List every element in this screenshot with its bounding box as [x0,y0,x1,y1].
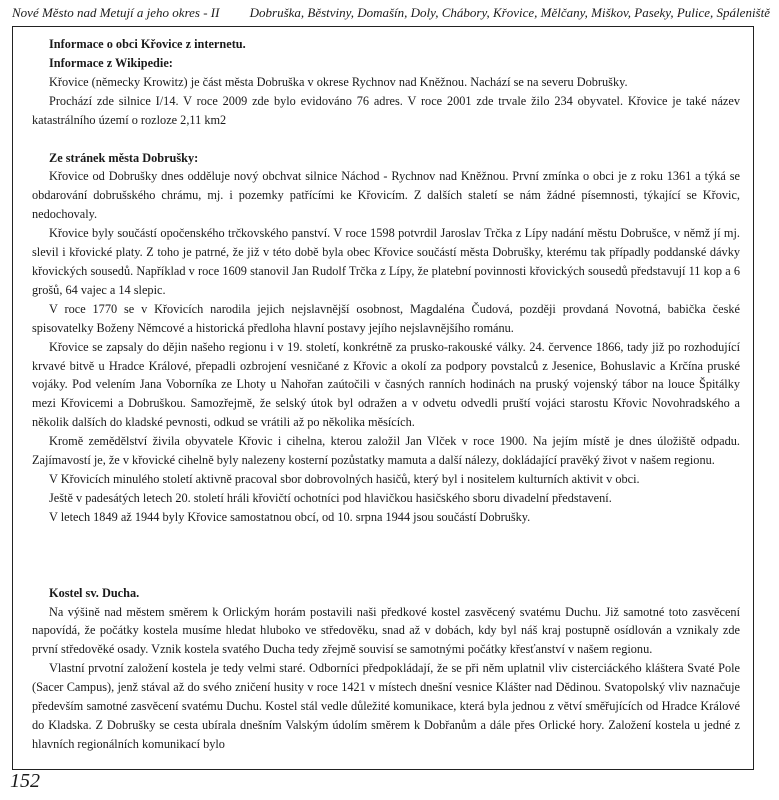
paragraph: Ještě v padesátých letech 20. století hráli křovičtí ochotníci pod hlavičkou hasičského sboru divadelní představení. [49,490,612,505]
spacer [32,527,740,584]
section-heading-internet: Informace o obci Křovice z internetu. [49,37,246,51]
paragraph: Křovice byly součástí opočenského trčkovského panství. V roce 1598 potvrdil Jaroslav Trčka z Lípy nadání městu Dobrušce, v němž jí mj. slevil i křovické platy. Z toho je patrné, že již v této době byla obec Křovice součástí města Dobrušky, kterému tak případly poddanské dávky křovických sousedů. Například v roce 1609 stanovil Jan Rudolf Trčka z Lípy, že platební povinnosti křovických sousedů představují 11 kop a 6 grošů, 64 vajec a 14 slepic. [32,226,740,297]
paragraph: Vlastní prvotní založení kostela je tedy velmi staré. Odborníci předpokládají, že se při něm uplatnil vliv cisterciáckého kláštera Svaté Pole (Sacer Campus), jenž stával až do svého zničení husity v roce 1421 v místech dnešní vesnice Klášter nad Dědinou. Svatopolský vliv naznačuje především samotné zasvěcení svatému Duchu. Kostel stál vedle důležité komunikace, která byla jednou z větví směřujících od Hradce Králové do Kladska. Z Dobrušky se cesta ubírala dnešním Valským údolím směrem k Dobřanům a dále přes Orlické hory. Založení kostela u jedné z hlavních regionálních komunikací bylo [32,661,740,751]
section-heading-wikipedia: Informace z Wikipedie: [49,55,173,70]
paragraph: V letech 1849 až 1944 byly Křovice samostatnou obcí, od 10. srpna 1944 jsou součástí Dobrušky. [49,509,531,524]
paragraph: Křovice se zapsaly do dějin našeho regionu i v 19. století, konkrétně za prusko-rakouské války. 24. července 1866, tady již po rozhodující krvavé bitvě u Hradce Králové, přepadli ozbrojení vesničané z Křovic a okolí za podpory povstalců z Jesenice, Bohuslavic a Krčína pruské vojáky. Pod velením Jana Voborníka ze Lhoty u Nahořan zaútočili v časných ranních hodinách na pruský vojenský tábor na louce Špitálky mezi Křovicemi a Dobruškou. Samozřejmě, že selský útok byl odražen a v odvetu odvedli pruští vojáci starostu Křovic Novohradského a několik dalších do kladské pevnosti, odkud se vrátili až po několika měsících. [32,339,740,430]
page-number: 152 [10,770,40,792]
article-body [32,35,740,754]
running-header-left: Nové Město nad Metují a jeho okres - II [12,5,220,20]
paragraph: V Křovicích minulého století aktivně pracoval sbor dobrovolných hasičů, který byl i nositelem kulturních aktivit v obci. [49,471,640,486]
section-heading-church: Kostel sv. Ducha. [49,585,140,600]
spacer [32,130,740,149]
paragraph: Křovice od Dobrušky dnes odděluje nový obchvat silnice Náchod - Rychnov nad Kněžnou. První zmínka o obci je z roku 1361 a týká se obdarování dobrušského chrámu, mj. i pozemky patřícími ke Křovicím. Z dalších staletí se nám žádné písemnosti, týkající se Křovic, nedochovaly. [32,169,740,222]
running-header [12,5,770,21]
paragraph: Kromě zemědělství živila obyvatele Křovic i cihelna, kterou založil Jan Vlček v roce 1900. Na jejím místě je dnes úložiště odpadu. Zajímavostí je, že v křovické cihelně byly nalezeny kosterní pozůstatky mamuta a další nálezy, dokládající pravěký život v našem regionu. [32,434,740,468]
paragraph: V roce 1770 se v Křovicích narodila jejich nejslavnější osobnost, Magdaléna Čudová, později provdaná Novotná, babička české spisovatelky Boženy Němcové a historická předloha hlavní postavy jejího nejslavnějšího románu. [32,301,740,335]
paragraph: Na výšině nad městem směrem k Orlickým horám postavili naši předkové kostel zasvěcený svatému Duchu. Již samotné toto zasvěcení napovídá, že počátky kostela musíme hledat hluboko ve středověku, snad až v dobách, kdy byl náš kraj postupně osídlován a vznikaly zde první středověké osady. Vznik kostela svatého Ducha tedy zřejmě souvisí se samotnými počátky křesťanství v našem regionu. [32,604,740,657]
paragraph: Křovice (německy Krowitz) je část města Dobruška v okrese Rychnov nad Kněžnou. Nachází se na severu Dobrušky. [49,74,628,89]
running-header-right: Dobruška, Běstviny, Domašín, Doly, Chábory, Křovice, Mělčany, Miškov, Paseky, Pulice, Spáleniště [249,5,770,20]
paragraph: Prochází zde silnice I/14. V roce 2009 zde bylo evidováno 76 adres. V roce 2001 zde trvale žilo 234 obyvatel. Křovice je také název katastrálního území o rozloze 2,11 km2 [32,93,740,127]
section-heading-dobruska: Ze stránek města Dobrušky: [49,150,199,165]
